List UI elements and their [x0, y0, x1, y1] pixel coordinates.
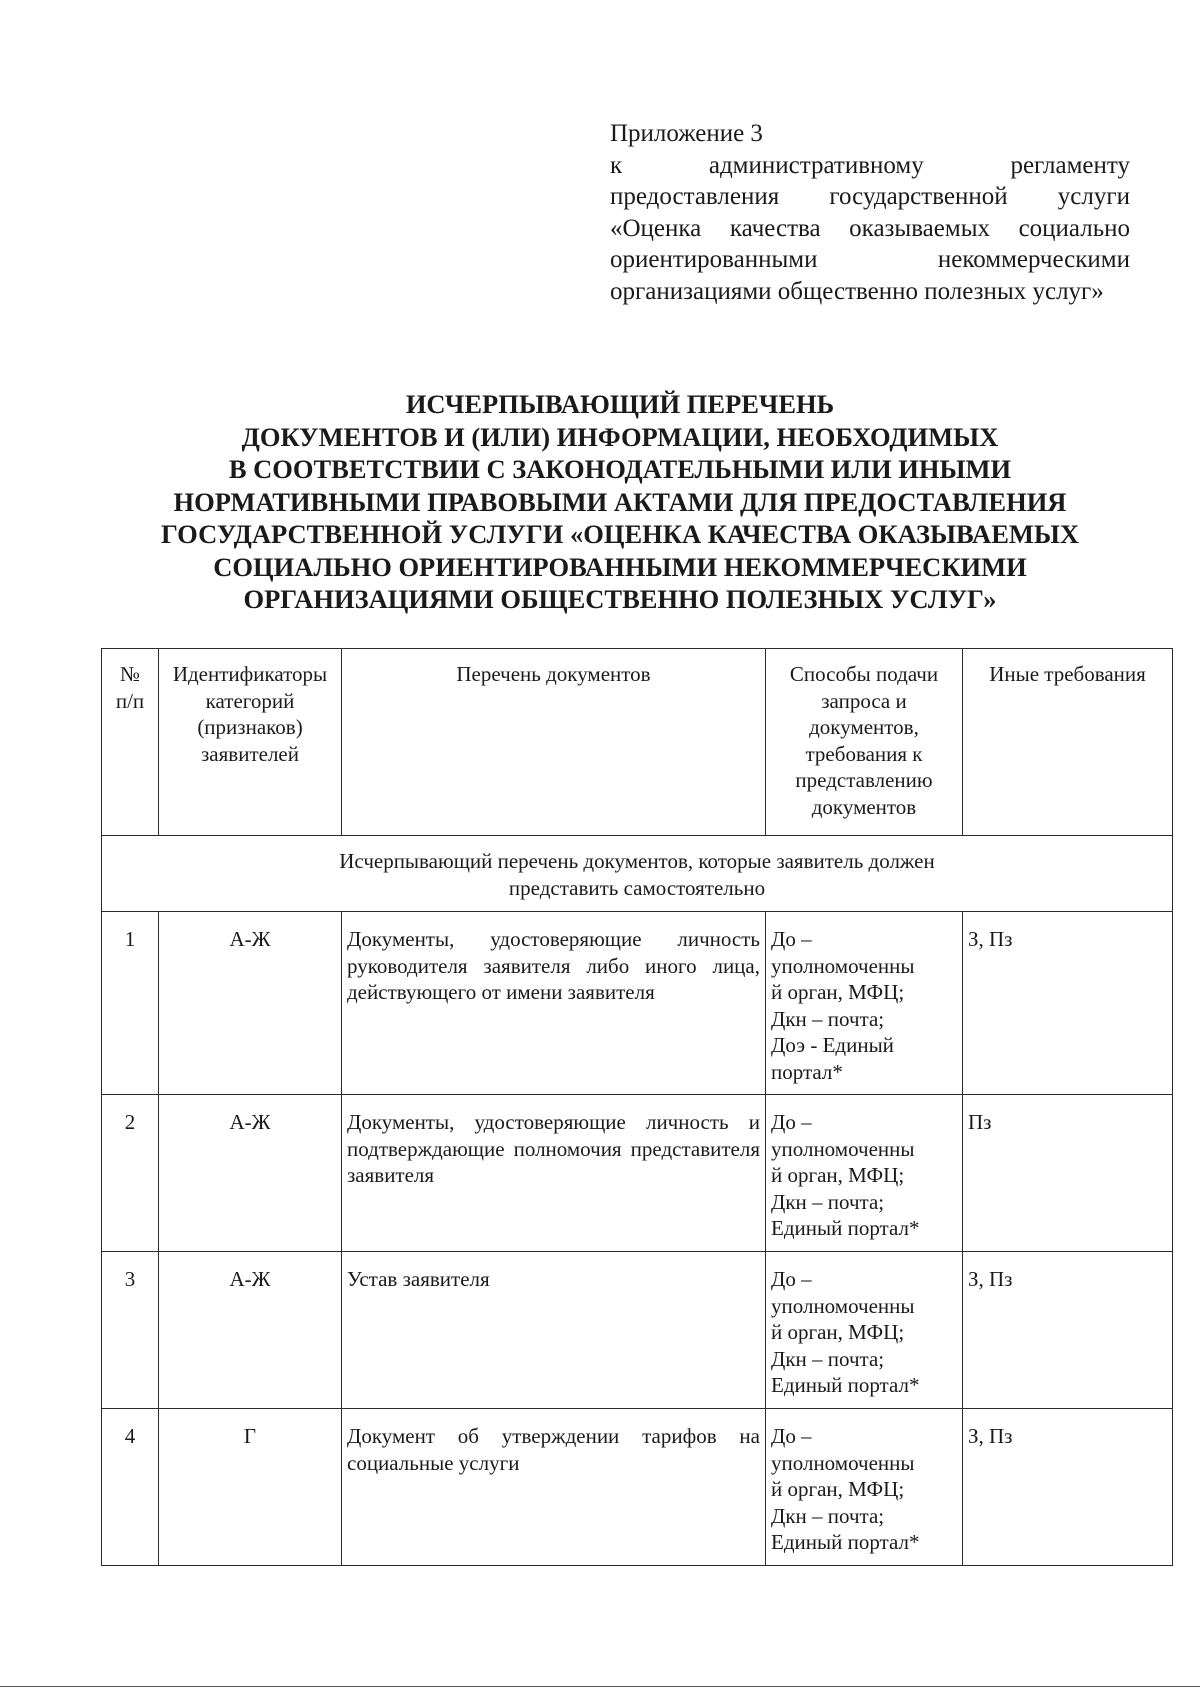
documents-table [101, 648, 1173, 1566]
title-line: НОРМАТИВНЫМИ ПРАВОВЫМИ АКТАМИ ДЛЯ ПРЕДОСТАВЛЕНИЯ [173, 486, 1067, 517]
title-line: В СООТВЕТСТВИИ С ЗАКОНОДАТЕЛЬНЫМИ ИЛИ ИНЫМИ [228, 454, 1012, 484]
header-documents: Перечень документов [342, 649, 766, 836]
page-bottom-edge [0, 1686, 1200, 1687]
cell-num: 4 [102, 1409, 159, 1566]
title-line: СОЦИАЛЬНО ОРИЕНТИРОВАННЫМИ НЕКОММЕРЧЕСКИМИ [213, 551, 1027, 582]
cell-other: Пз [963, 1095, 1173, 1252]
table-row [102, 912, 1173, 1095]
cell-methods: До – уполномоченны й орган, МФЦ; Дкн – почта; Единый портал* [766, 1252, 963, 1409]
appendix-text: к административному регламенту предоставления государственной услуги «Оценка качества оказываемых социально ориентированными некоммерческими организациями общественно полезных услуг» [610, 151, 1130, 305]
cell-identifiers: А-Ж [159, 1095, 342, 1252]
cell-identifiers: А-Ж [159, 1252, 342, 1409]
cell-num: 3 [102, 1252, 159, 1409]
table-row [102, 1095, 1173, 1252]
cell-other: З, Пз [963, 1409, 1173, 1566]
cell-methods: До – уполномоченны й орган, МФЦ; Дкн – почта; Единый портал* [766, 1409, 963, 1566]
title-line: ДОКУМЕНТОВ И (ИЛИ) ИНФОРМАЦИИ, НЕОБХОДИМЫХ [241, 421, 999, 452]
cell-num: 1 [102, 912, 159, 1095]
appendix-heading: Приложение 3 [610, 120, 763, 147]
cell-document: Документ об утверждении тарифов на социальные услуги [342, 1409, 766, 1566]
section-title: Исчерпывающий перечень документов, которые заявитель должен представить самостоятельно [102, 836, 1173, 912]
cell-num: 2 [102, 1095, 159, 1252]
header-other-requirements: Иные требования [963, 649, 1173, 836]
cell-other: З, Пз [963, 912, 1173, 1095]
header-identifiers: Идентификаторы категорий (признаков) заявителей [159, 649, 342, 836]
table-row [102, 1252, 1173, 1409]
cell-document: Документы, удостоверяющие личность руководителя заявителя либо иного лица, действующего от имени заявителя [342, 912, 766, 1095]
table-row [102, 1409, 1173, 1566]
document-title [100, 388, 1140, 616]
appendix-block [610, 118, 1130, 307]
cell-identifiers: А-Ж [159, 912, 342, 1095]
title-line: ГОСУДАРСТВЕННОЙ УСЛУГИ «ОЦЕНКА КАЧЕСТВА ОКАЗЫВАЕМЫХ [160, 519, 1080, 549]
title-line: ОРГАНИЗАЦИЯМИ ОБЩЕСТВЕННО ПОЛЕЗНЫХ УСЛУГ» [243, 584, 997, 614]
cell-methods: До – уполномоченны й орган, МФЦ; Дкн – почта; Доэ - Единый портал* [766, 912, 963, 1095]
cell-document: Документы, удостоверяющие личность и подтверждающие полномочия представителя заявителя [342, 1095, 766, 1252]
title-line: ИСЧЕРПЫВАЮЩИЙ ПЕРЕЧЕНЬ [405, 389, 835, 419]
header-num: № п/п [102, 649, 159, 836]
header-methods: Способы подачи запроса и документов, требования к представлению документов [766, 649, 963, 836]
section-row [102, 836, 1173, 912]
cell-identifiers: Г [159, 1409, 342, 1566]
cell-methods: До – уполномоченны й орган, МФЦ; Дкн – почта; Единый портал* [766, 1095, 963, 1252]
cell-other: З, Пз [963, 1252, 1173, 1409]
table-header-row [102, 649, 1173, 836]
cell-document: Устав заявителя [342, 1252, 766, 1409]
